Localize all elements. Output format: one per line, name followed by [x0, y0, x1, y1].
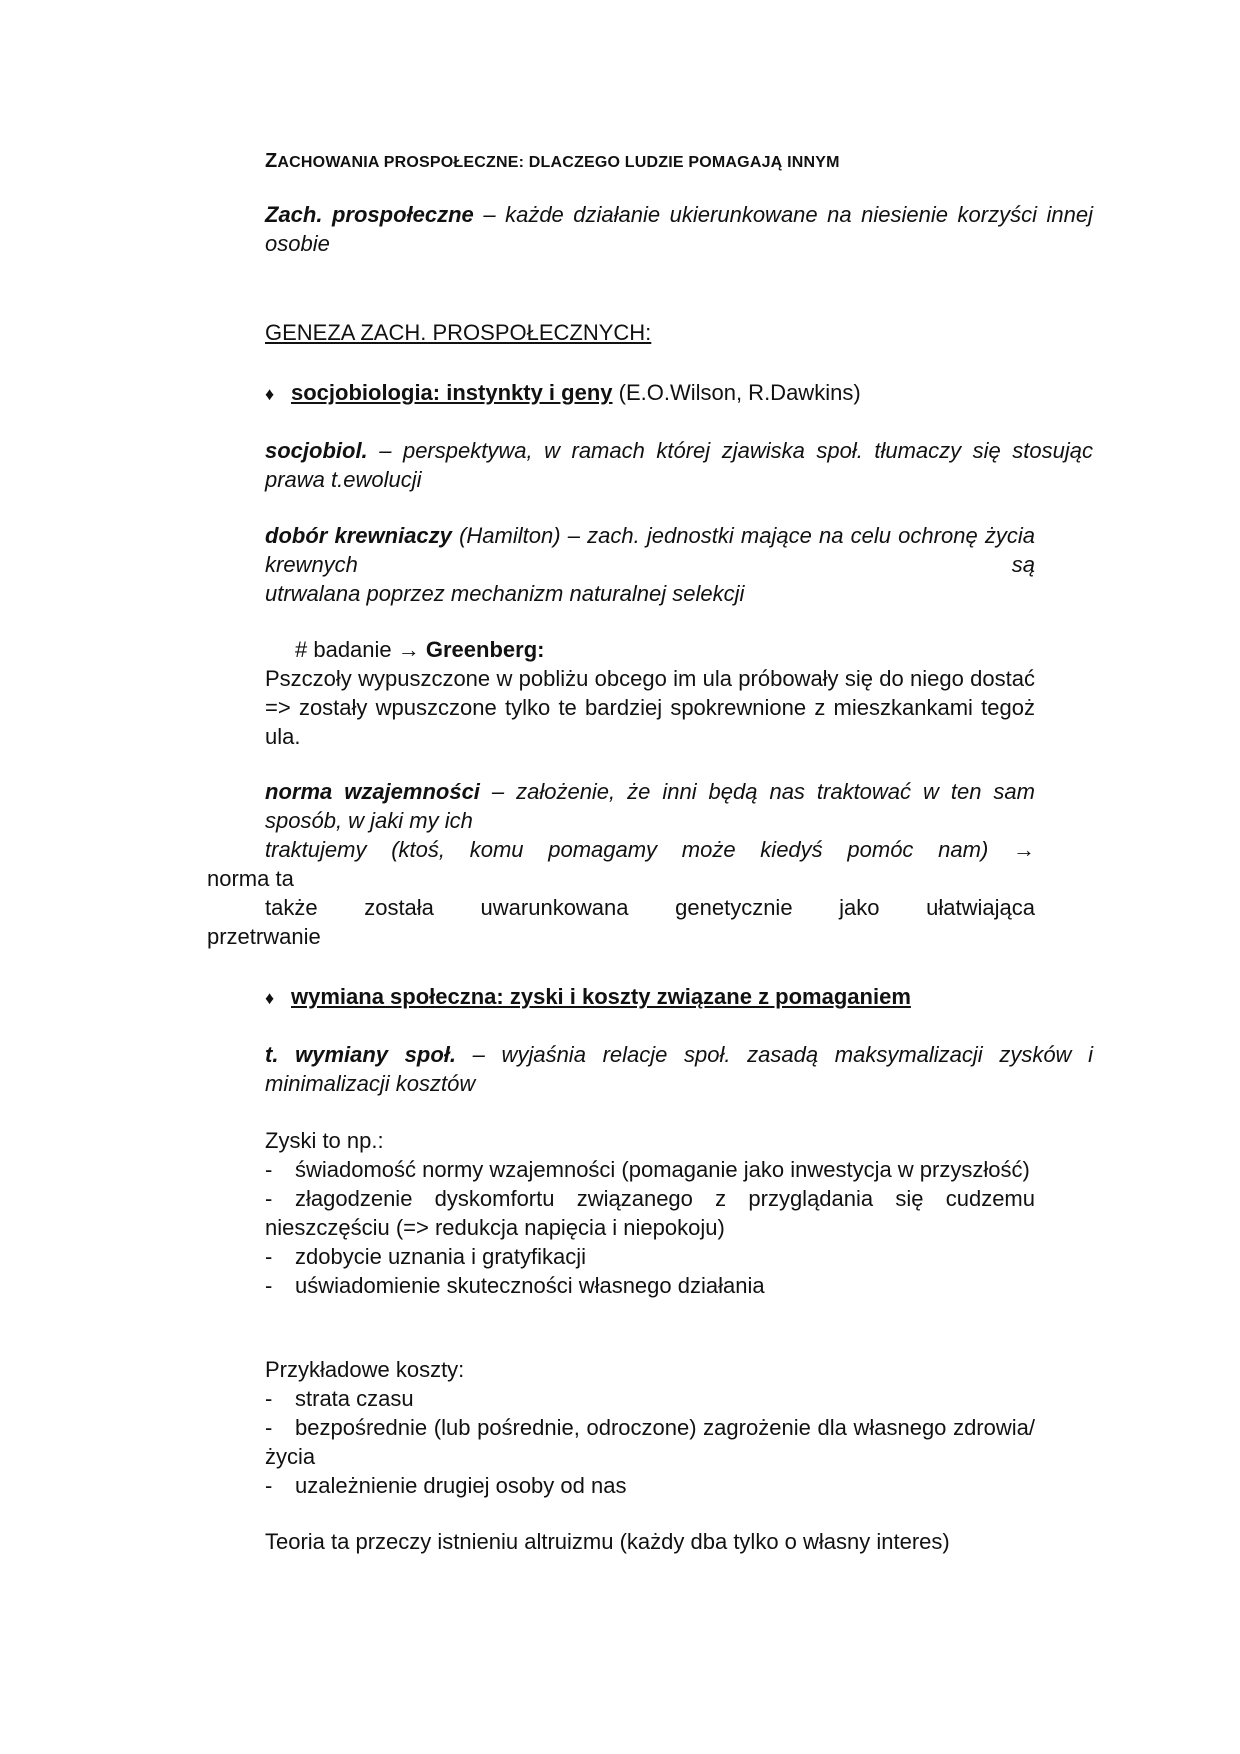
definition-sociobiology — [207, 436, 1093, 494]
cost-item-text: uzależnienie drugiej osoby od nas — [295, 1473, 627, 1498]
cost-item — [207, 1471, 1035, 1500]
title-initial: Z — [265, 150, 278, 172]
term-prosocial: Zach. prospołeczne — [265, 202, 474, 227]
reciprocity-line4: także została uwarunkowana genetycznie jako ułatwiająca — [265, 895, 1035, 920]
kin-selection-text1: (Hamilton) – zach. jednostki mające na celu ochronę życia krewnych są — [265, 523, 1035, 577]
def-dash: – — [473, 202, 506, 227]
dash-bullet: - — [265, 1473, 273, 1498]
bullet-sociobiology-label: socjobiologia: instynkty i geny — [291, 380, 613, 405]
study-prefix: # badanie → — [295, 637, 426, 662]
costs-intro: Przykładowe koszty: — [265, 1357, 465, 1382]
reciprocity-line5: przetrwanie — [207, 924, 321, 949]
document-title — [265, 150, 1065, 173]
def-sociobiology-text: – perspektywa, w ramach której zjawiska społ. tłumaczy się stosując prawa t.ewolucji — [265, 438, 1093, 492]
cost-item-text: bezpośrednie (lub pośrednie, odroczone) zagrożenie dla własnego zdrowia/ życia — [265, 1415, 1035, 1469]
study-heading — [207, 635, 1035, 664]
def-social-exchange-text: – wyjaśnia relacje społ. zasadą maksymalizacji zysków i minimalizacji kosztów — [265, 1042, 1093, 1096]
bullet-sociobiology — [265, 380, 861, 406]
bullet-sociobiology-authors: (E.O.Wilson, R.Dawkins) — [612, 380, 861, 405]
dash-bullet: - — [265, 1244, 273, 1269]
dash-bullet: - — [265, 1186, 273, 1211]
bullet-social-exchange — [265, 984, 911, 1010]
gain-item-text: zdobycie uznania i gratyfikacji — [295, 1244, 587, 1269]
reciprocity-line3: norma ta — [207, 866, 294, 891]
definition-social-exchange — [207, 1040, 1093, 1098]
term-kin-selection: dobór krewniaczy — [265, 523, 452, 548]
bullet-social-exchange-label: wymiana społeczna: zyski i koszty związane z pomaganiem — [291, 984, 911, 1009]
study-text: Pszczoły wypuszczone w pobliżu obcego im ula próbowały się do niego dostać => zostały wpuszczone tylko te bardziej spokrewnione z mieszkankami tegoż ula. — [265, 666, 1035, 749]
dash-bullet: - — [265, 1386, 273, 1411]
reciprocity-line2: traktujemy (ktoś, komu pomagamy może kiedyś pomóc nam) → — [265, 837, 1035, 862]
gain-item — [207, 1184, 1035, 1242]
dash-bullet: - — [265, 1157, 273, 1182]
cost-item — [207, 1384, 1035, 1413]
study-name: Greenberg: — [425, 637, 545, 662]
reciprocity-text1: – założenie, że inni będą nas traktować w ten sam sposób, w jaki my ich — [265, 779, 1035, 833]
definition-kin-selection — [207, 521, 1035, 608]
term-sociobiology: socjobiol. — [265, 438, 368, 463]
reciprocity-line1 — [207, 777, 1035, 835]
definition-reciprocity — [207, 777, 1035, 951]
title-rest: ACHOWANIA PROSPOŁECZNE: DLACZEGO LUDZIE POMAGAJĄ INNYM — [277, 154, 840, 171]
dash-bullet: - — [265, 1273, 273, 1298]
section-heading: GENEZA ZACH. PROSPOŁECZNYCH: — [265, 320, 652, 345]
gain-item — [207, 1271, 1035, 1300]
cost-item — [207, 1413, 1035, 1471]
gain-item-text: uświadomienie skuteczności własnego działania — [295, 1273, 765, 1298]
costs-list — [207, 1355, 1035, 1500]
gains-intro: Zyski to np.: — [265, 1128, 384, 1153]
kin-selection-line2: utrwalana poprzez mechanizm naturalnej selekcji — [265, 581, 745, 606]
cost-item-text: strata czasu — [295, 1386, 414, 1411]
gains-list — [207, 1126, 1035, 1300]
conclusion: Teoria ta przeczy istnieniu altruizmu (każdy dba tylko o własny interes) — [265, 1529, 950, 1554]
kin-selection-line1 — [207, 521, 1035, 579]
gain-item — [207, 1155, 1035, 1184]
diamond-bullet-icon: ♦ — [265, 988, 275, 1008]
term-social-exchange: t. wymiany społ. — [265, 1042, 457, 1067]
term-reciprocity: norma wzajemności — [265, 779, 480, 804]
definition-prosocial — [207, 200, 1093, 258]
gain-item-text: złagodzenie dyskomfortu związanego z przyglądania się cudzemu nieszczęściu (=> redukcja napięcia i niepokoju) — [265, 1186, 1035, 1240]
def-prosocial-text: każde działanie ukierunkowane na niesienie korzyści innej osobie — [265, 202, 1093, 256]
diamond-bullet-icon: ♦ — [265, 384, 275, 404]
study-greenberg — [207, 635, 1035, 751]
gain-item-text: świadomość normy wzajemności (pomaganie jako inwestycja w przyszłość) — [295, 1157, 1030, 1182]
gain-item — [207, 1242, 1035, 1271]
dash-bullet: - — [265, 1415, 273, 1440]
